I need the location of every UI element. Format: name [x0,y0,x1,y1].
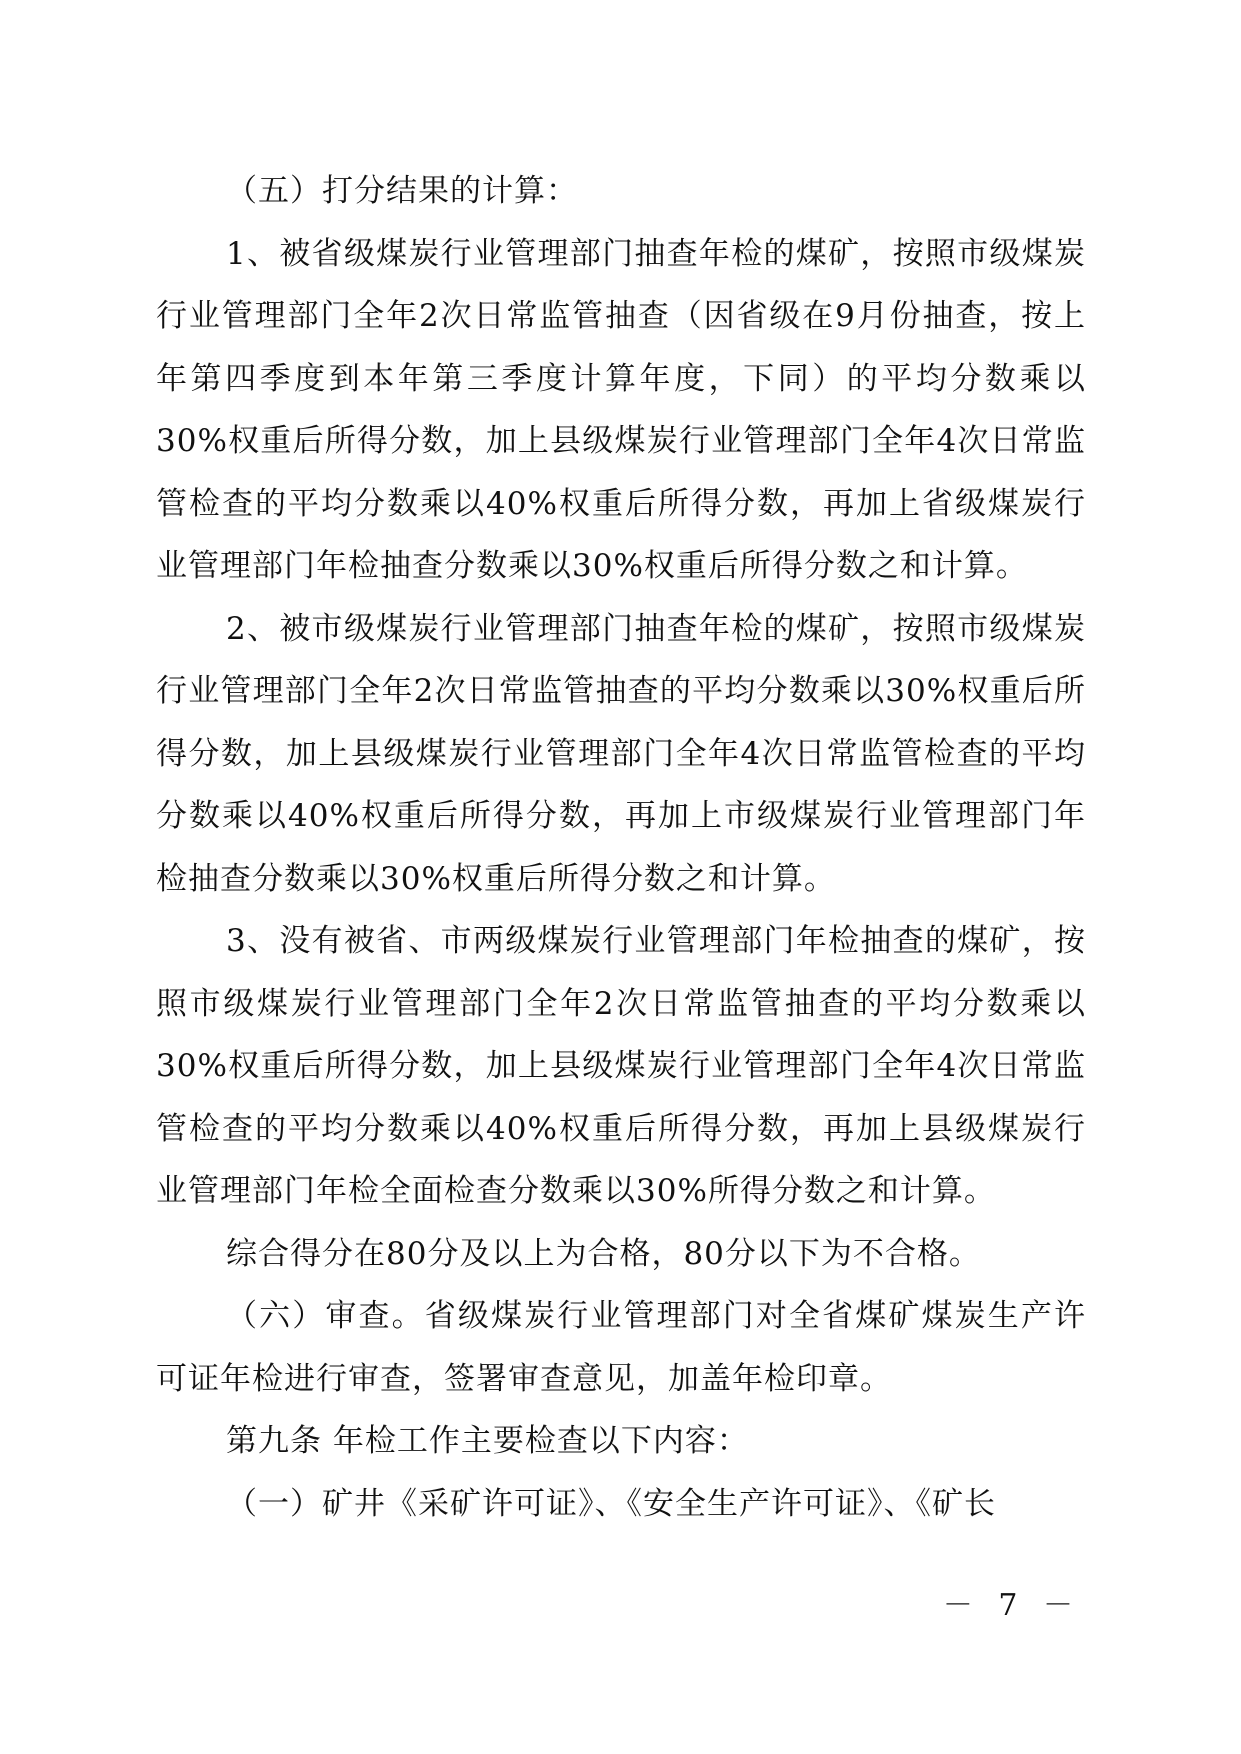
section-heading-five: （五）打分结果的计算： [226,173,578,209]
paragraph-item-1: 1、被省级煤炭行业管理部门抽查年检的煤矿，按照市级煤炭行业管理部门全年2次日常监管抽查（因省级在9月份抽查，按上年第四季度到本年第三季度计算年度，下同）的平均分数乘以30%权重后所得分数，加上县级煤炭行业管理部门全年4次日常监管检查的平均分数乘以40%权重后所得分数，再加上省级煤炭行业管理部门年检抽查分数乘以30%权重后所得分数之和计算。 [156,235,1086,584]
document-body [156,160,1086,1535]
paragraph-item-3: 3、没有被省、市两级煤炭行业管理部门年检抽查的煤矿，按照市级煤炭行业管理部门全年2次日常监管抽查的平均分数乘以30%权重后所得分数，加上县级煤炭行业管理部门全年4次日常监管检查的平均分数乘以40%权重后所得分数，再加上县级煤炭行业管理部门年检全面检查分数乘以30%所得分数之和计算。 [156,923,1086,1209]
paragraph-item-2: 2、被市级煤炭行业管理部门抽查年检的煤矿，按照市级煤炭行业管理部门全年2次日常监管抽查的平均分数乘以30%权重后所得分数，加上县级煤炭行业管理部门全年4次日常监管检查的平均分数乘以40%权重后所得分数，再加上市级煤炭行业管理部门年检抽查分数乘以30%权重后所得分数之和计算。 [156,610,1086,897]
page-number: － 7 － [942,1588,1081,1623]
paragraph-pass-criteria: 综合得分在80分及以上为合格，80分以下为不合格。 [226,1235,981,1272]
paragraph-item-one: （一）矿井《采矿许可证》、《安全生产许可证》、《矿长 [226,1485,996,1522]
section-heading-six: （六）审查。省级煤炭行业管理部门对全省煤矿煤炭生产许可证年检进行审查，签署审查意见，加盖年检印章。 [156,1298,1086,1397]
article-nine-heading: 第九条 年检工作主要检查以下内容： [226,1423,749,1459]
